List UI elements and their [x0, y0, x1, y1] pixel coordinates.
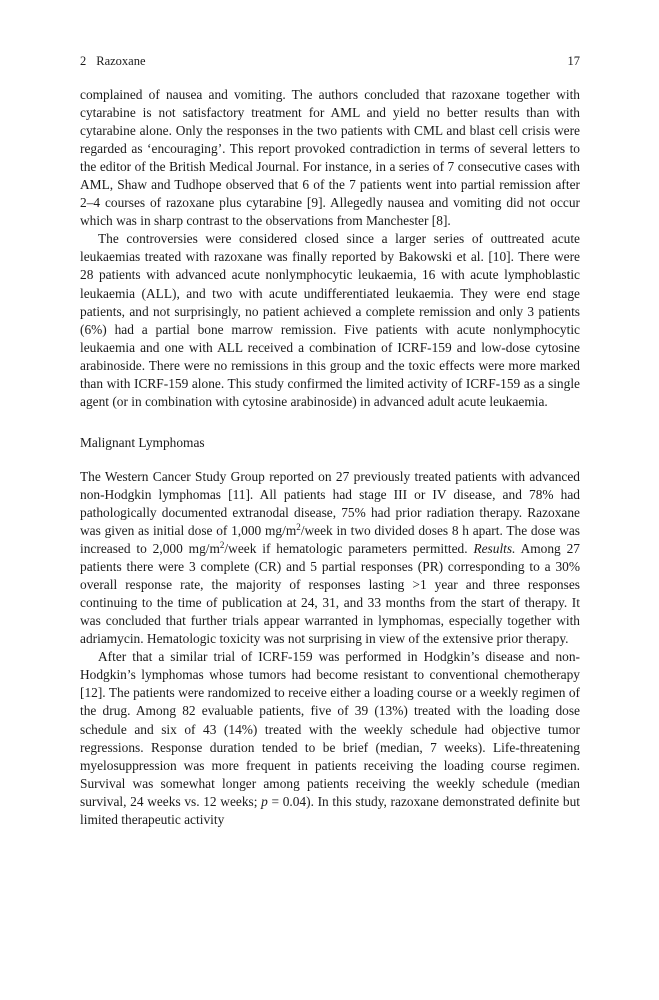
text-run: The Western Cancer Study Group reported on 27 previously treated patients with advanced non-Hodgkin lymphomas [11]. All patients had stage III or IV disease, and 78% had pathologically documented extranodal disease, 75% had prior radiation therapy. Razoxane was given as initial dose of 1,000 mg/m — [80, 468, 580, 538]
section-heading: Malignant Lymphomas — [80, 434, 205, 450]
p-value-symbol: p — [261, 793, 268, 809]
page-number: 17 — [567, 54, 580, 68]
text-run: /week in two divided doses 8 h apart. The dose was increased to 2,000 mg/m — [80, 522, 580, 557]
running-head-chapter — [80, 52, 146, 70]
running-head — [80, 52, 580, 70]
chapter-number: 2 — [80, 54, 87, 68]
text-run: /week if hematologic parameters permitted. — [224, 541, 474, 557]
results-label: Results. — [473, 541, 516, 557]
text-run: Among 27 patients there were 3 complete (CR) and 5 partial responses (PR) corresponding to a 30% overall response rate, the majority of responses lasting >1 year and three responses continuing to the time of publication at 24, 31, and 33 months from the start of therapy. It was concluded that further trials appear warranted in lymphomas, especially together with adriamycin. Hematologic toxicity was not surprising in view of the extensive prior therapy. — [80, 541, 580, 647]
superscript: 2 — [219, 540, 225, 551]
superscript: 2 — [296, 521, 301, 532]
paragraph-continued: complained of nausea and vomiting. The authors concluded that razoxane together with cytarabine is not satisfactory treatment for AML and yield no better results than with cytarabine alone. Only the responses in the two patients with CML and blast cell crisis were regarded as ‘encouraging’. This report provoked contradiction in terms of several letters to the editor of the British Medical Journal. For instance, in a series of 7 consecutive cases with AML, Shaw and Tudhope observed that 6 of the 7 patients went into partial remission after 2–4 courses of razoxane plus cytarabine [9]. Allegedly nausea and vomiting did not occur which was in sharp contrast to the observations from Manchester [8]. — [80, 87, 580, 229]
text-run: = 0.04). In this study, razoxane demonstrated definite but limited therapeutic activity — [80, 793, 580, 827]
paragraph-western-cancer-study — [80, 468, 580, 648]
chapter-title: Razoxane — [96, 54, 146, 68]
body-text — [80, 86, 580, 829]
paragraph-similar-trial — [80, 648, 580, 828]
text-run: After that a similar trial of ICRF-159 was performed in Hodgkin’s disease and non-Hodgkin’s lymphomas whose tumors had become resistant to conventional chemotherapy [12]. The patients were randomized to receive either a loading course or a weekly regimen of the drug. Among 82 evaluable patients, five of 39 (13%) treated with the loading dose schedule and six of 43 (14%) treated with the weekly schedule had objective tumor regressions. Response duration tended to be brief (median, 7 weeks). Life-threatening myelosuppression was more frequent in patients receiving the loading course regimen. Survival was somewhat longer among patients receiving the weekly schedule (median survival, 24 weeks vs. 12 weeks; — [80, 649, 580, 809]
paragraph-controversies: The controversies were considered closed since a larger series of outtreated acute leukaemias treated with razoxane was finally reported by Bakowski et al. [10]. There were 28 patients with advanced acute nonlymphocytic leukaemia, 16 with acute lymphoblastic leukaemia (ALL), and two with acute undifferentiated leukaemia. They were end stage patients, and not surprisingly, no patient achieved a complete remission and only 3 patients (6%) had a partial bone marrow remission. Five patients with acute nonlymphocytic leukaemia and one with ALL received a combination of ICRF-159 and low-dose cytosine arabinoside. There were no remissions in this group and the toxic effects were more marked than with ICRF-159 alone. This study confirmed the limited activity of ICRF-159 as a single agent (or in combination with cytosine arabinoside) in advanced adult acute leukaemia. — [80, 231, 580, 409]
